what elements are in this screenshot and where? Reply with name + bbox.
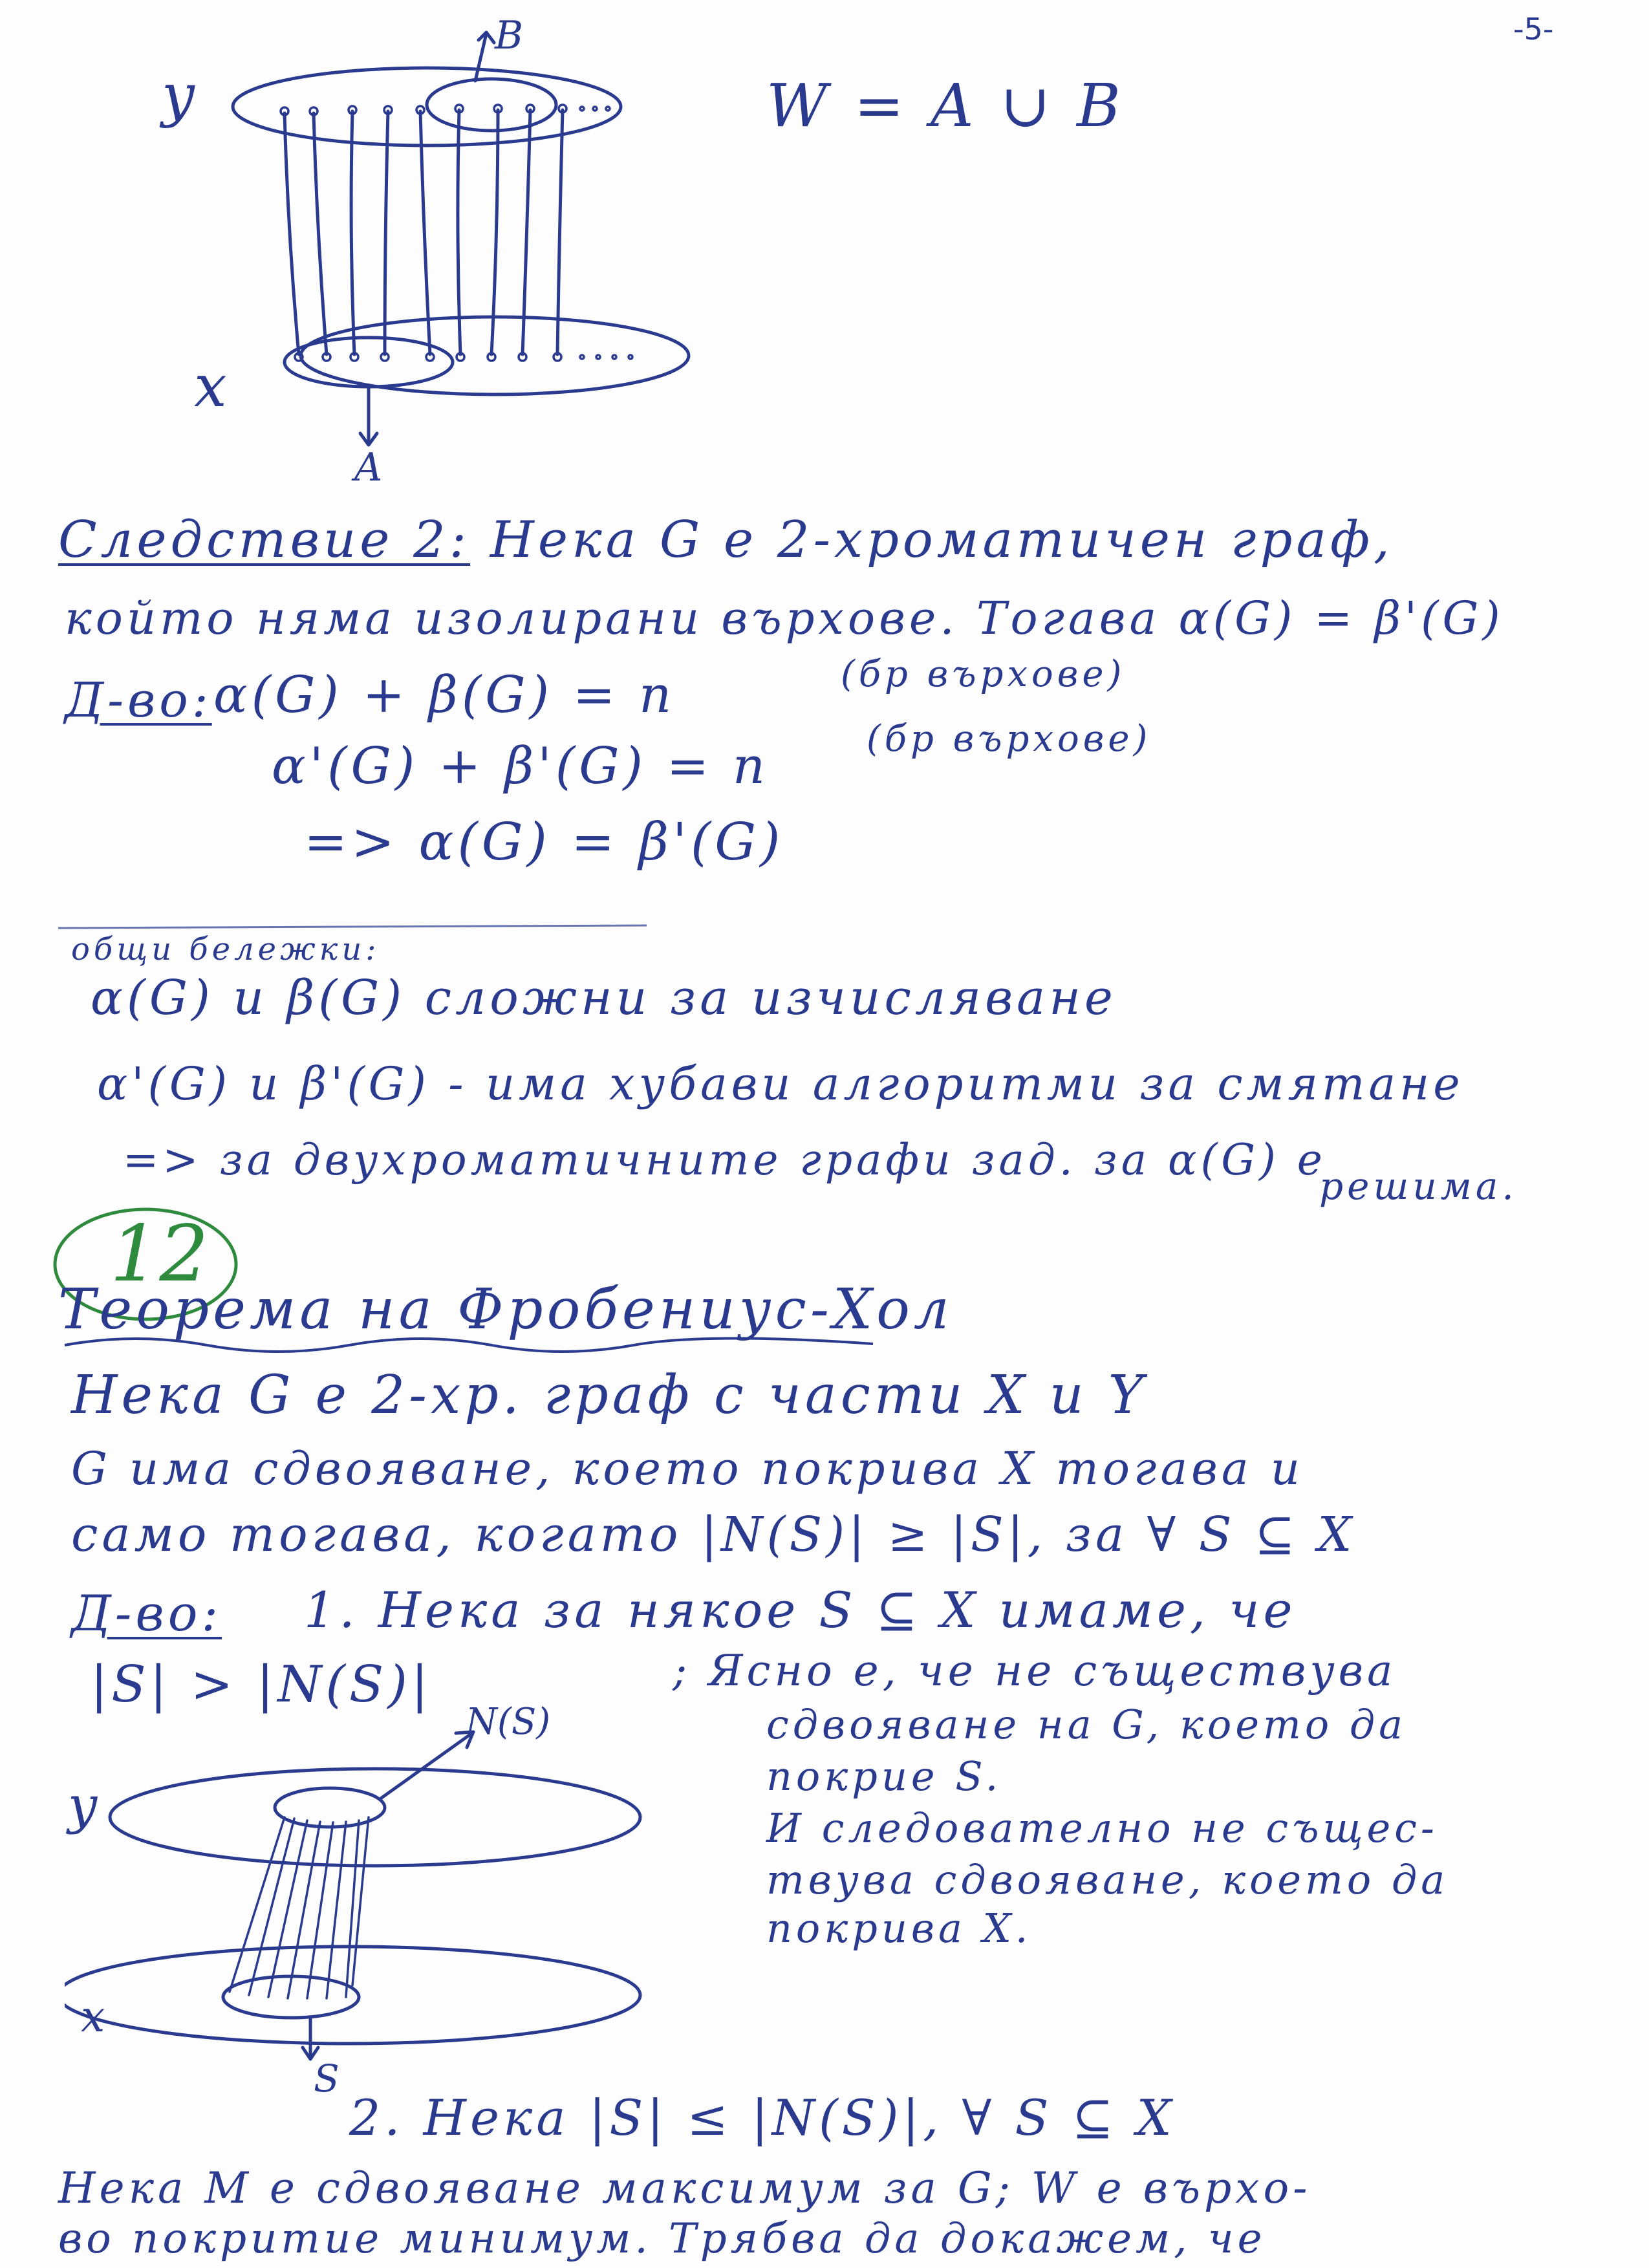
diagram2-label-s: S [314, 2057, 339, 2101]
corollary-proof-label: Д-во: [65, 673, 212, 728]
theorem-line2: G има сдвояване, което покрива X тогава и [71, 1442, 1304, 1495]
diagram1-label-x: x [194, 352, 227, 420]
diagram1-label-y: y [162, 61, 195, 129]
notes-line2: α'(G) и β'(G) - има хубави алгоритми за смятане [97, 1057, 1464, 1110]
formula-w-union: W = A ∪ B [766, 71, 1125, 140]
neighborhood-diagram [65, 1714, 711, 2076]
part2-statement: 2. Нека |S| ≤ |N(S)|, ∀ S ⊆ X [349, 2089, 1176, 2146]
corollary-eq2-note: (бр върхове) [867, 718, 1152, 760]
corollary-heading: Следствие 2: [58, 511, 471, 569]
part2-line1: Нека M е сдвояване максимум за G; W е върхо- [58, 2163, 1311, 2213]
notes-title: общи бележки: [71, 931, 380, 967]
theorem-side3: покрие S. [766, 1753, 1002, 1800]
corollary-eq3: => α(G) = β'(G) [304, 812, 784, 872]
corollary-line1: Нека G е 2-хроматичен граф, [490, 511, 1394, 569]
theorem-side1: ; Ясно е, че не съществува [673, 1646, 1397, 1696]
diagram1-label-a: A [354, 445, 383, 490]
diagram2-label-y: y [68, 1775, 98, 1835]
corollary-eq2: α'(G) + β'(G) = n [272, 737, 770, 795]
page-number: -5- [1513, 12, 1554, 47]
part2-line2: во покритие минимум. Трябва да докажем, че [58, 2215, 1266, 2263]
theorem-line1: Нека G е 2-хр. граф с части X и Y [71, 1365, 1147, 1426]
theorem-proof-label: Д-во: [71, 1584, 222, 1642]
section-number: 12 [110, 1209, 209, 1299]
theorem-side5: твува сдвояване, което да [766, 1856, 1449, 1903]
theorem-line3: само тогава, когато |N(S)| ≥ |S|, за ∀ S ⊆ X [71, 1507, 1356, 1562]
theorem-p1: 1. Нека за някое S ⊆ X имаме, че [304, 1581, 1297, 1639]
notes-line3a: => за двухроматичните графи зад. за α(G) е [123, 1135, 1326, 1185]
theorem-title-underline [58, 1332, 964, 1358]
corollary-title [58, 511, 1394, 569]
diagram2-label-x: x [81, 1992, 105, 2042]
theorem-p1b: |S| > |N(S)| [91, 1656, 433, 1714]
theorem-title: Теорема на Фробениус-Хол [58, 1277, 953, 1342]
diagram1-label-b: B [495, 13, 524, 58]
notes-line3b: решима. [1319, 1164, 1518, 1208]
diagram2-label-ns: N(S) [466, 1701, 551, 1743]
notes-line1: α(G) и β(G) сложни за изчисляване [91, 970, 1117, 1026]
corollary-eq1: α(G) + β(G) = n [213, 666, 676, 724]
theorem-side6: покрива X. [766, 1905, 1032, 1952]
theorem-side2: сдвояване на G, което да [766, 1701, 1407, 1748]
theorem-side4: И следователно не същес- [766, 1804, 1438, 1852]
corollary-eq1-note: (бр върхове) [841, 653, 1126, 695]
corollary-line2: който няма изолирани върхове. Тогава α(G) = β'(G) [65, 592, 1504, 645]
